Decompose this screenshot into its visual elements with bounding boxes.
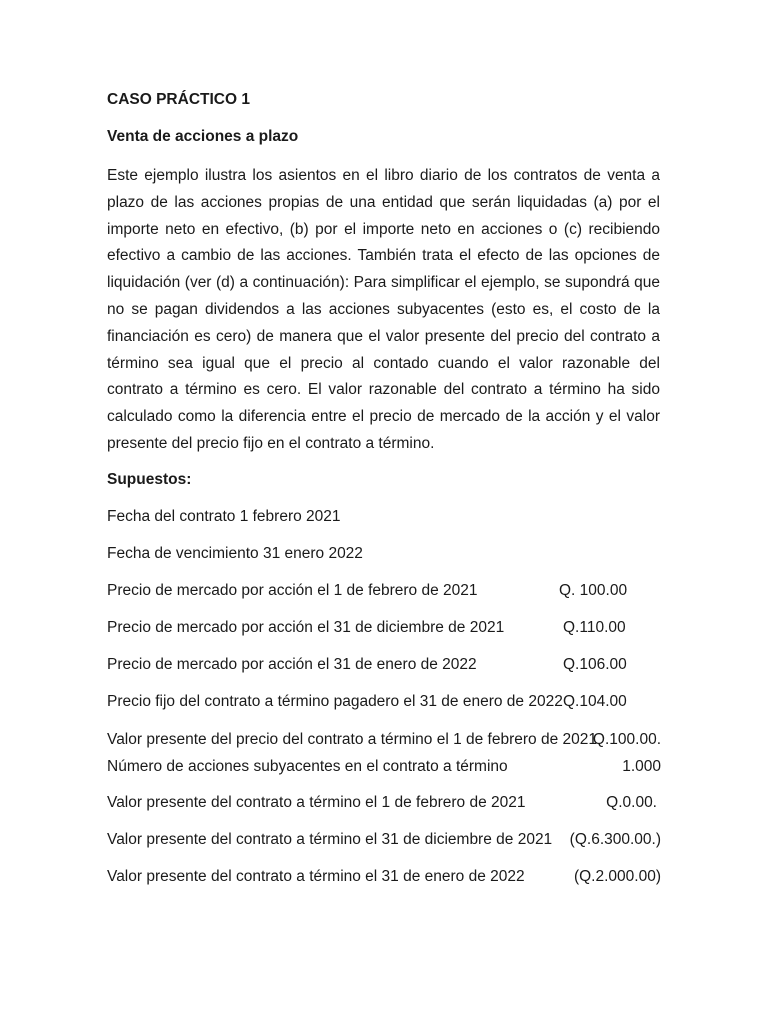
assumption-label: Valor presente del contrato a término el 31 de diciembre de 2021	[107, 831, 553, 848]
assumption-row	[107, 868, 661, 888]
assumption-value: Q.104.00	[563, 693, 627, 710]
assumptions-heading: Supuestos:	[107, 471, 192, 488]
intro-line: neto en efectivo, (b) por el importe neto en acciones o (c) recibiendo efectivo a	[107, 220, 660, 265]
assumption-row	[107, 731, 661, 751]
assumption-value: Q. 100.00	[559, 582, 628, 599]
assumption-label: Precio fijo del contrato a término pagadero el 31 de enero de 2022	[107, 693, 563, 710]
intro-line: cero) de manera que el valor presente del precio del contrato a término sea igual	[107, 327, 660, 372]
assumption-label: Valor presente del precio del contrato a término el 1 de febrero de 2021	[107, 731, 597, 748]
intro-line: cambio de las acciones. También trata el efecto de las opciones de liquidación (ver	[107, 247, 660, 292]
assumption-label: Valor presente del contrato a término el 1 de febrero de 2021	[107, 794, 526, 811]
intro-line: Este ejemplo ilustra los asientos en el libro diario de los contratos de venta a plazo	[107, 167, 660, 211]
assumption-value: (Q.2.000.00)	[573, 868, 661, 885]
assumption-label: Precio de mercado por acción el 31 de diciembre de 2021	[107, 619, 505, 636]
assumption-label: Precio de mercado por acción el 1 de febrero de 2021	[107, 582, 478, 599]
intro-paragraph	[107, 163, 660, 458]
assumption-row	[107, 693, 661, 713]
assumption-row	[107, 619, 661, 639]
assumption-row	[107, 656, 661, 676]
intro-line: de las acciones propias de una entidad que serán liquidadas (a) por el importe	[107, 193, 660, 238]
assumption-value: (Q.6.300.00.)	[569, 831, 661, 848]
assumption-label: Fecha de vencimiento 31 enero 2022	[107, 545, 363, 562]
document-title: CASO PRÁCTICO 1	[107, 91, 250, 108]
assumption-label: Número de acciones subyacentes en el contrato a término	[107, 758, 508, 775]
intro-line: entre el precio de mercado de la acción y el valor presente del precio fijo en el	[107, 408, 660, 452]
intro-line: (d) a continuación): Para simplificar el ejemplo, se supondrá que no se pagan	[107, 274, 660, 318]
assumption-label: Precio de mercado por acción el 31 de enero de 2022	[107, 656, 477, 673]
assumption-row	[107, 545, 661, 565]
assumption-value: Q.110.00	[563, 619, 626, 636]
assumption-value: Q.100.00.	[592, 731, 661, 748]
assumption-value: Q.0.00.	[606, 794, 657, 811]
assumption-value: Q.106.00	[563, 656, 627, 673]
assumption-row	[107, 794, 661, 814]
intro-line: que el precio al contado cuando el valor razonable del contrato a término es cero.	[107, 354, 660, 399]
assumption-label: Fecha del contrato 1 febrero 2021	[107, 508, 341, 525]
assumption-value: 1.000	[622, 758, 661, 775]
assumption-row	[107, 831, 661, 851]
document-subtitle: Venta de acciones a plazo	[107, 128, 299, 145]
assumption-row	[107, 508, 661, 528]
assumption-row	[107, 758, 661, 778]
intro-line: El valor razonable del contrato a término ha sido calculado como la diferencia	[107, 381, 660, 426]
assumption-label: Valor presente del contrato a término el 31 de enero de 2022	[107, 868, 525, 885]
intro-line: contrato a término.	[305, 434, 435, 452]
intro-line: dividendos a las acciones subyacentes (esto es, el costo de la financiación es	[107, 300, 660, 345]
assumption-row	[107, 582, 661, 602]
